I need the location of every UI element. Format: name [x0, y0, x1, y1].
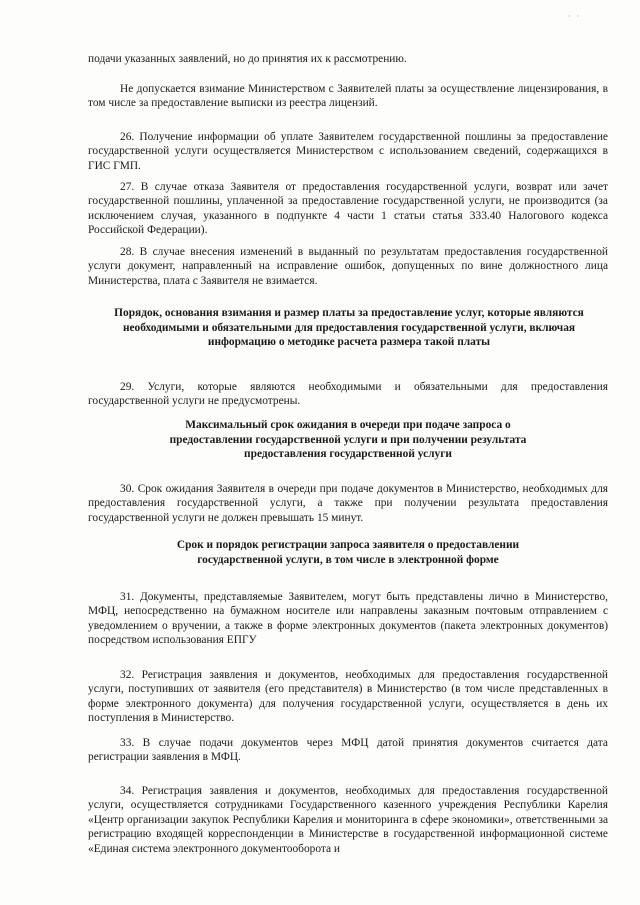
- paragraph-33: 33. В случае подачи документов через МФЦ датой принятия документов считается дата регистрации заявления в МФЦ.: [88, 737, 608, 764]
- paragraph-27: 27. В случае отказа Заявителя от предоставления государственной услуги, возврат или зачет государственной пошлины, уплаченной за предоставление государственной услуги, не производится (за исключением случая, указанного в подпункте 4 части 1 статьи статья 333.40 Налогового кодекса Российской Федерации).: [88, 181, 608, 237]
- paragraph-31: 31. Документы, представляемые Заявителем, могут быть представлены лично в Министерство, МФЦ, непосредственно на бумажном носителе или направлены заказным почтовым отправлением с уведомлением о вручении, а также в форме электронных документов (пакета электронных документов) посредством использования ЕПГУ: [88, 591, 608, 647]
- section-heading-fees: Порядок, основания взимания и размер платы за предоставление услуг, которые являются необходимыми и обязательными для предоставления государственной услуги, включая информацию о методике расчета размера такой платы: [114, 307, 584, 349]
- paragraph-26: 26. Получение информации об уплате Заявителем государственной пошлины за предоставление государственной услуги осуществляется Министерством с использованием сведений, содержащихся в ГИС ГМП.: [88, 131, 608, 172]
- paragraph-28: 28. В случае внесения изменений в выданный по результатам предоставления государственной услуги документ, направленный на исправление ошибок, допущенных по вине должностного лица Министерства, плата с Заявителя не взимается.: [88, 246, 608, 287]
- paragraph-continuation: подачи указанных заявлений, но до принятия их к рассмотрению.: [88, 53, 407, 65]
- section-heading-queue-wait: Максимальный срок ожидания в очереди при подаче запроса о предоставлении государственной услуги и при получении результата предоставления государственной услуги: [169, 419, 527, 461]
- paragraph-29: 29. Услуги, которые являются необходимыми и обязательными для предоставления государственной услуги не предусмотрены.: [88, 381, 608, 408]
- corner-mark: · ·: [568, 12, 582, 21]
- paragraph-32: 32. Регистрация заявления и документов, необходимых для предоставления государственной услуги, поступивших от заявителя (его представителя) в Министерство (в том числе представленных в форме электронного документа) для получения государственной услуги, осуществляется в день их поступления в Министерство.: [88, 669, 608, 725]
- paragraph-30: 30. Срок ожидания Заявителя в очереди при подаче документов в Министерство, необходимых для предоставления государственной услуги, а также при получении результата предоставления государственной услуги не должен превышать 15 минут.: [88, 483, 608, 524]
- paragraph-34: 34. Регистрация заявления и документов, необходимых для предоставления государственной услуги, осуществляется сотрудниками Государственного казенного учреждения Республики Карелия «Центр организации закупок Республики Карелия и мониторинга в сфере экономики», ответственными за регистрацию входящей корреспонденции в Министерстве в государственной информационной системе «Единая система электронного документооборота и: [88, 785, 608, 855]
- section-heading-registration: Срок и порядок регистрации запроса заявителя о предоставлении государственной услуги, в том числе в электронной форме: [176, 539, 520, 566]
- paragraph-licensing-fee: Не допускается взимание Министерством с Заявителей платы за осуществление лицензирования, в том числе за предоставление выписки из реестра лицензий.: [88, 83, 608, 110]
